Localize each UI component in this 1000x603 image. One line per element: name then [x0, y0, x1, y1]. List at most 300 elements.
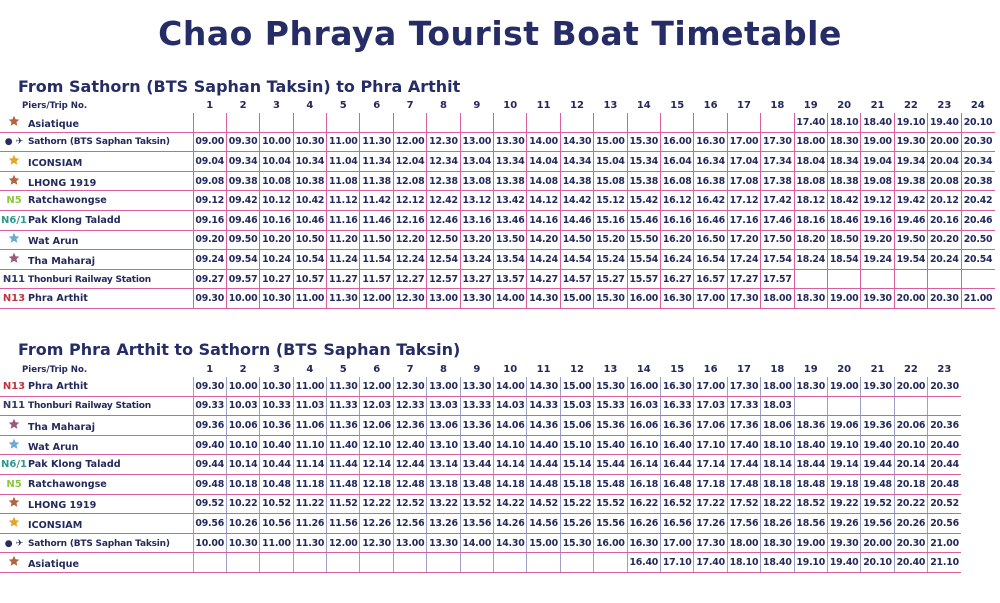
departure-time: 12.42 [427, 191, 460, 211]
trip-number: 7 [406, 364, 414, 375]
departure-time: 14.14 [494, 455, 527, 475]
departure-time: 19.30 [894, 132, 927, 152]
departure-time: 11.00 [293, 377, 326, 396]
departure-time: 15.00 [527, 533, 560, 553]
departure-time: 14.38 [560, 171, 593, 191]
departure-time: 17.04 [727, 152, 760, 172]
departure-time: 13.52 [460, 494, 493, 514]
departure-time: 17.54 [761, 250, 794, 270]
departure-time: 12.46 [427, 210, 460, 230]
departure-time: 10.50 [293, 230, 326, 250]
departure-time: 16.30 [661, 289, 694, 309]
trip-number: 20 [837, 364, 852, 375]
departure-time: 15.10 [560, 435, 593, 455]
departure-time: 17.10 [661, 553, 694, 573]
departure-time: 18.26 [761, 514, 794, 534]
departure-time: 19.16 [861, 210, 894, 230]
departure-time: 17.30 [727, 377, 760, 396]
departure-time: 09.30 [193, 377, 226, 396]
empty-cell [961, 553, 995, 573]
departure-time: 14.16 [527, 210, 560, 230]
trip-number: 10 [503, 100, 518, 111]
departure-time: 14.30 [527, 377, 560, 396]
departure-time: 11.44 [327, 455, 360, 475]
pier-cell [0, 455, 193, 475]
departure-time: 10.48 [260, 474, 293, 494]
departure-time: 12.03 [360, 396, 393, 416]
departure-time: 11.22 [293, 494, 326, 514]
header-row [0, 98, 995, 113]
departure-time: 13.57 [494, 269, 527, 289]
departure-time: 16.57 [694, 269, 727, 289]
departure-time: 16.12 [661, 191, 694, 211]
departure-time: 19.24 [861, 250, 894, 270]
departure-time: 18.56 [794, 514, 827, 534]
departure-time: 17.30 [727, 289, 760, 309]
departure-time: 13.33 [460, 396, 493, 416]
departure-time: 17.27 [727, 269, 760, 289]
departure-time: 18.36 [794, 416, 827, 436]
departure-time: 12.26 [360, 514, 393, 534]
departure-time [360, 113, 393, 132]
departure-time: 18.40 [861, 113, 894, 132]
departure-time: 16.18 [627, 474, 660, 494]
departure-time: 13.46 [494, 210, 527, 230]
trip-number: 1 [206, 364, 214, 375]
departure-time [727, 113, 760, 132]
departure-time [794, 269, 827, 289]
departure-time: 10.18 [226, 474, 259, 494]
departure-time: 17.48 [727, 474, 760, 494]
departure-time [260, 553, 293, 573]
departure-time: 15.22 [560, 494, 593, 514]
departure-time: 12.30 [427, 132, 460, 152]
departure-time: 09.36 [193, 416, 226, 436]
trip-number: 13 [603, 364, 618, 375]
departure-time: 13.10 [427, 435, 460, 455]
departure-time: 12.04 [393, 152, 426, 172]
table-row [0, 396, 995, 416]
departure-time: 11.42 [360, 191, 393, 211]
timetable-outbound [0, 98, 996, 309]
departure-time: 13.38 [494, 171, 527, 191]
departure-time: 15.00 [560, 289, 593, 309]
departure-time: 20.38 [961, 171, 995, 191]
departure-time: 17.00 [694, 377, 727, 396]
departure-time: 18.00 [727, 533, 760, 553]
departure-time: 10.00 [260, 132, 293, 152]
trip-number: 18 [770, 364, 785, 375]
departure-time: 11.30 [327, 377, 360, 396]
trip-number: 9 [473, 364, 481, 375]
departure-time: 11.24 [327, 250, 360, 270]
departure-time: 15.42 [627, 191, 660, 211]
trip-number: 8 [439, 100, 447, 111]
departure-time: 18.20 [794, 230, 827, 250]
departure-time: 14.10 [494, 435, 527, 455]
departure-time: 13.24 [460, 250, 493, 270]
departure-time: 20.46 [961, 210, 995, 230]
departure-time: 09.12 [193, 191, 226, 211]
departure-time: 15.00 [594, 132, 627, 152]
departure-time: 12.30 [360, 533, 393, 553]
departure-time: 18.00 [761, 377, 794, 396]
departure-time: 10.57 [293, 269, 326, 289]
departure-time: 15.36 [594, 416, 627, 436]
departure-time: 17.26 [694, 514, 727, 534]
departure-time: 16.04 [661, 152, 694, 172]
departure-time: 09.52 [193, 494, 226, 514]
departure-time: 19.10 [794, 553, 827, 573]
departure-time: 10.42 [293, 191, 326, 211]
trip-number: 11 [536, 364, 551, 375]
departure-time: 09.00 [193, 132, 226, 152]
departure-time: 19.50 [894, 230, 927, 250]
departure-time: 16.00 [661, 132, 694, 152]
departure-time: 10.04 [260, 152, 293, 172]
departure-time: 19.44 [861, 455, 894, 475]
departure-time [894, 396, 927, 416]
departure-time: 15.00 [560, 377, 593, 396]
departure-time: 17.12 [727, 191, 760, 211]
departure-time: 09.04 [193, 152, 226, 172]
pier-cell [0, 514, 193, 534]
pier-name: Ratchawongse [28, 195, 107, 207]
departure-time: 18.48 [794, 474, 827, 494]
departure-time: 13.54 [494, 250, 527, 270]
departure-time: 12.33 [393, 396, 426, 416]
departure-time: 16.22 [627, 494, 660, 514]
departure-time: 16.40 [627, 553, 660, 573]
star-icon [0, 232, 28, 247]
departure-time [193, 553, 226, 573]
timetable-grid [0, 362, 995, 573]
departure-time: 11.40 [327, 435, 360, 455]
departure-time: 11.16 [327, 210, 360, 230]
departure-time: 10.30 [260, 377, 293, 396]
departure-time [794, 396, 827, 416]
departure-time: 14.18 [494, 474, 527, 494]
departure-time: 15.54 [627, 250, 660, 270]
departure-time: 20.08 [928, 171, 961, 191]
pier-cell [0, 113, 193, 132]
departure-time: 18.10 [727, 553, 760, 573]
pier-name: Tha Maharaj [28, 421, 96, 433]
departure-time: 18.03 [761, 396, 794, 416]
departure-time: 11.38 [360, 171, 393, 191]
departure-time: 10.33 [260, 396, 293, 416]
departure-time: 17.40 [794, 113, 827, 132]
departure-time: 10.12 [260, 191, 293, 211]
departure-time: 13.00 [427, 377, 460, 396]
departure-time: 13.36 [460, 416, 493, 436]
departure-time: 19.10 [827, 435, 860, 455]
departure-time: 20.40 [928, 435, 961, 455]
departure-time: 10.22 [226, 494, 259, 514]
departure-time: 19.22 [827, 494, 860, 514]
departure-time: 12.10 [360, 435, 393, 455]
departure-time [928, 396, 961, 416]
departure-time: 19.56 [861, 514, 894, 534]
departure-time: 20.24 [928, 250, 961, 270]
pier-name: LHONG 1919 [28, 177, 97, 189]
star-icon [0, 418, 28, 433]
table-row [0, 416, 995, 436]
departure-time: 11.26 [293, 514, 326, 534]
table-row [0, 514, 995, 534]
departure-time: 16.30 [661, 377, 694, 396]
trip-number: 17 [737, 364, 751, 375]
departure-time: 10.06 [226, 416, 259, 436]
departure-time: 18.54 [827, 250, 860, 270]
trip-number: 19 [803, 364, 818, 375]
empty-cell [961, 435, 995, 455]
departure-time [260, 113, 293, 132]
departure-time: 15.40 [594, 435, 627, 455]
departure-time: 18.08 [794, 171, 827, 191]
departure-time: 19.48 [861, 474, 894, 494]
departure-time: 18.44 [794, 455, 827, 475]
departure-time: 19.36 [861, 416, 894, 436]
table-row [0, 269, 995, 289]
departure-time: 19.54 [894, 250, 927, 270]
departure-time: 11.48 [327, 474, 360, 494]
departure-time [327, 553, 360, 573]
departure-time [560, 113, 593, 132]
departure-time: 16.24 [661, 250, 694, 270]
departure-time: 17.00 [727, 132, 760, 152]
departure-time: 09.34 [226, 152, 259, 172]
departure-time: 15.16 [594, 210, 627, 230]
departure-time: 09.33 [193, 396, 226, 416]
departure-time: 13.30 [427, 533, 460, 553]
departure-time: 14.44 [527, 455, 560, 475]
departure-time [694, 113, 727, 132]
pier-name: ICONSIAM [28, 519, 83, 531]
departure-time: 13.00 [460, 132, 493, 152]
departure-time: 12.36 [393, 416, 426, 436]
departure-time: 18.30 [827, 132, 860, 152]
departure-time: 13.12 [460, 191, 493, 211]
departure-time: 13.44 [460, 455, 493, 475]
departure-time: 16.40 [661, 435, 694, 455]
departure-time: 11.56 [327, 514, 360, 534]
departure-time: 13.50 [494, 230, 527, 250]
pier-cell [0, 533, 193, 553]
departure-time [527, 553, 560, 573]
departure-time: 16.00 [627, 377, 660, 396]
trip-number: 24 [970, 100, 985, 111]
departure-time [327, 113, 360, 132]
departure-time [627, 113, 660, 132]
trip-number: 4 [306, 364, 314, 375]
departure-time: 20.04 [928, 152, 961, 172]
departure-time: 18.10 [827, 113, 860, 132]
trip-number: 7 [406, 100, 414, 111]
pier-name: Tha Maharaj [28, 255, 96, 267]
departure-time: 12.38 [427, 171, 460, 191]
departure-time [226, 113, 259, 132]
departure-time: 18.40 [761, 553, 794, 573]
departure-time: 09.38 [226, 171, 259, 191]
trip-number: 5 [339, 364, 347, 375]
departure-time [460, 553, 493, 573]
departure-time: 10.56 [260, 514, 293, 534]
departure-time: 16.50 [694, 230, 727, 250]
departure-time: 11.30 [293, 533, 326, 553]
pier-name: Asiatique [28, 559, 79, 571]
departure-time: 09.08 [193, 171, 226, 191]
departure-time: 10.30 [226, 533, 259, 553]
departure-time: 16.36 [661, 416, 694, 436]
timetable-return [0, 362, 996, 573]
trip-number: 19 [803, 100, 818, 111]
star-icon [0, 252, 28, 267]
pier-cell [0, 210, 193, 230]
departure-time: 11.52 [327, 494, 360, 514]
departure-time: 20.06 [894, 416, 927, 436]
departure-time: 16.30 [627, 533, 660, 553]
pier-code-badge: N13 [2, 293, 26, 305]
pier-cell [0, 171, 193, 191]
departure-time [761, 113, 794, 132]
empty-cell [961, 416, 995, 436]
departure-time: 15.04 [594, 152, 627, 172]
departure-time: 18.52 [794, 494, 827, 514]
pier-name: Pak Klong Taladd [28, 459, 121, 471]
departure-time: 13.56 [460, 514, 493, 534]
pier-code-badge: N11 [2, 400, 26, 412]
pier-code-badge: N13 [2, 380, 26, 392]
departure-time: 11.00 [260, 533, 293, 553]
departure-time: 20.48 [928, 474, 961, 494]
departure-time: 16.48 [661, 474, 694, 494]
departure-time: 17.44 [727, 455, 760, 475]
departure-time: 16.30 [694, 132, 727, 152]
trip-number: 21 [870, 100, 885, 111]
departure-time: 14.50 [560, 230, 593, 250]
departure-time: 11.00 [327, 132, 360, 152]
departure-time: 11.00 [293, 289, 326, 309]
departure-time: 12.12 [393, 191, 426, 211]
departure-time: 15.18 [560, 474, 593, 494]
departure-time: 19.40 [827, 553, 860, 573]
departure-time: 18.34 [827, 152, 860, 172]
departure-time: 12.00 [393, 132, 426, 152]
departure-time: 20.22 [894, 494, 927, 514]
empty-cell [961, 396, 995, 416]
departure-time: 20.26 [894, 514, 927, 534]
departure-time: 10.00 [226, 377, 259, 396]
departure-time: 15.14 [560, 455, 593, 475]
departure-time: 19.40 [861, 435, 894, 455]
departure-time: 20.34 [961, 152, 995, 172]
departure-time: 13.48 [460, 474, 493, 494]
departure-time: 16.20 [661, 230, 694, 250]
pier-cell [0, 250, 193, 270]
pier-name: Wat Arun [28, 441, 79, 453]
pier-code-badge: N6/1 [1, 459, 27, 471]
pier-name: Phra Arthit [28, 380, 88, 392]
pier-cell [0, 191, 193, 211]
star-icon [0, 438, 28, 453]
table-row [0, 113, 995, 132]
trip-number: 15 [670, 364, 685, 375]
pier-cell [0, 377, 193, 396]
table-row [0, 474, 995, 494]
pier-name: Wat Arun [28, 236, 79, 248]
departure-time: 15.30 [594, 289, 627, 309]
departure-time: 16.52 [661, 494, 694, 514]
departure-time: 18.10 [761, 435, 794, 455]
pier-name: Thonburi Railway Station [28, 274, 151, 285]
departure-time: 13.30 [460, 377, 493, 396]
departure-time: 19.00 [827, 377, 860, 396]
departure-time: 20.12 [928, 191, 961, 211]
star-icon [0, 555, 28, 570]
departure-time: 19.10 [894, 113, 927, 132]
departure-time [393, 113, 426, 132]
departure-time: 09.20 [193, 230, 226, 250]
departure-time: 20.36 [928, 416, 961, 436]
empty-cell [961, 474, 995, 494]
departure-time: 10.16 [260, 210, 293, 230]
trip-number: 9 [473, 100, 481, 111]
empty-cell [961, 533, 995, 553]
departure-time: 18.38 [827, 171, 860, 191]
trip-number: 16 [703, 364, 718, 375]
departure-time: 09.27 [193, 269, 226, 289]
departure-time: 19.40 [928, 113, 961, 132]
departure-time: 15.38 [627, 171, 660, 191]
departure-time: 13.30 [494, 132, 527, 152]
departure-time: 12.22 [360, 494, 393, 514]
trip-number: 8 [439, 364, 447, 375]
bts-train-icon: ● ✈ [4, 538, 24, 549]
departure-time: 10.30 [293, 132, 326, 152]
departure-time: 12.00 [327, 533, 360, 553]
empty-cell [961, 377, 995, 396]
departure-time: 18.00 [794, 132, 827, 152]
departure-time [427, 113, 460, 132]
departure-time: 21.00 [928, 533, 961, 553]
trip-number: 6 [373, 100, 381, 111]
pier-cell [0, 435, 193, 455]
departure-time: 12.52 [393, 494, 426, 514]
trip-number: 3 [273, 100, 280, 111]
departure-time: 17.38 [761, 171, 794, 191]
departure-time: 12.56 [393, 514, 426, 534]
departure-time [661, 113, 694, 132]
departure-time: 12.27 [393, 269, 426, 289]
departure-time: 12.50 [427, 230, 460, 250]
pier-code-badge: N5 [6, 478, 22, 490]
pier-cell [0, 230, 193, 250]
departure-time: 10.14 [226, 455, 259, 475]
departure-time: 19.20 [861, 230, 894, 250]
departure-time: 14.00 [527, 132, 560, 152]
table-row [0, 533, 995, 553]
departure-time: 21.10 [928, 553, 961, 573]
trip-number: 4 [306, 100, 314, 111]
departure-time: 17.30 [761, 132, 794, 152]
departure-time: 17.52 [727, 494, 760, 514]
departure-time: 16.00 [627, 289, 660, 309]
departure-time: 11.14 [293, 455, 326, 475]
departure-time: 15.24 [594, 250, 627, 270]
departure-time [494, 113, 527, 132]
departure-time: 11.08 [327, 171, 360, 191]
